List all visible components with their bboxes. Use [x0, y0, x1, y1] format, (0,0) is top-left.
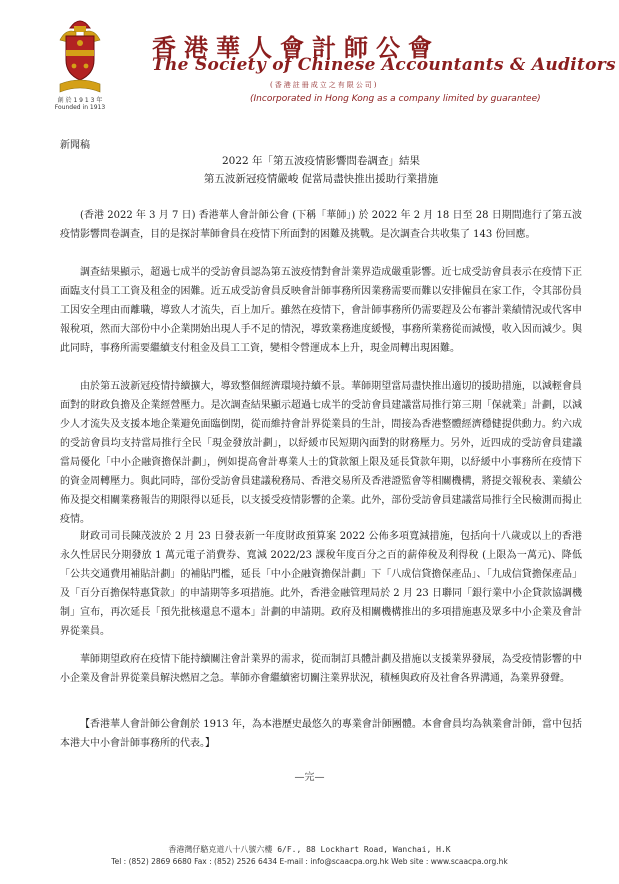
footer-contacts: Tel : (852) 2869 6680 Fax : (852) 2526 6434 E-mail : info@scaacpa.org.hk Web site : www.scaacpa.org.hk: [111, 857, 508, 866]
paragraph-4: 財政司司長陳茂波於 2 月 23 日發表新一年度財政預算案 2022 公佈多項寬減措施，包括向十八歲或以上的香港永久性居民分期發放 1 萬元電子消費券、寬減 2022/23 課稅年度百分之百的薪俸稅及利得稅 (上限為一萬元)、降低「公共交通費用補貼計劃」的補貼門檻，延長「中小企融資擔保計劃」下「八成信貸擔保產品」、「九成信貸擔保產品」及「百分百擔保特惠貸款」的申請期等多項措施。此外，香港金融管理局於 2 月 23 日聯同「銀行業中小企貸款協調機制」宣布，再次延長「預先批核還息不還本」計劃的申請期。政府及相關機構推出的多項措施惠及眾多中小企業及會計界從業員。: [60, 531, 582, 637]
title-line-1: 2022 年「第五波疫情影響問卷調查」結果: [221, 155, 421, 167]
paragraph-3: 由於第五波新冠疫情持續擴大，導致整個經濟環境持續不景。華師期望當局盡快推出適切的援助措施，以減輕會員面對的財政負擔及企業經營壓力。是次調查結果顯示超過七成半的受訪會員建議當局推行第三期「保就業」計劃，以減少人才流失及支援本地企業避免面臨倒閉，從而維持會計界從業員的生計，間接為香港整體經濟穩健提供動力。約六成的受訪會員均支持當局推行全民「現金發放計劃」，以紓緩市民短期內面對的財務壓力。另外，近四成的受訪會員建議當局優化「中小企融資擔保計劃」，例如提高會計專業人士的貸款額上限及延長貸款年期，以紓緩中小事務所在疫情下的資金周轉壓力。與此同時，部份受訪會員建議稅務局、香港交易所及香港證監會等相關機構，將提交報稅表、業績公佈及提交相關業務報告的期限得以延長，以支援受疫情影響的企業。此外，部份受訪會員建議當局推行全民檢測而揭止疫情。: [60, 381, 582, 525]
org-name-cn: 香港華人會計師公會: [152, 33, 440, 62]
paragraph-1: (香港 2022 年 3 月 7 日) 香港華人會計師公會 (下稱「華師」) 於 2022 年 2 月 18 日至 28 日期間進行了第五波疫情影響問卷調查，目的是探討華師會員在疫情下所面對的困難及挑戰。是次調查合共收集了 143 份回應。: [60, 210, 582, 240]
org-name-en: The Society of Chinese Accountants & Auditors: [152, 55, 616, 75]
footer-address: 香港灣仔駱克道八十八號六樓 6/F., 88 Lockhart Road, Wanchai, H.K: [168, 845, 451, 854]
paragraph-5: 華師期望政府在疫情下能持續關注會計業界的需求，從而制訂具體計劃及措施以支援業界發展，為受疫情影響的中小企業及會計界從業員解決燃眉之急。華師亦會繼續密切關注業界狀況，積極與政府及社會各界溝通，為業界發聲。: [60, 654, 582, 684]
letterhead: [0, 0, 619, 112]
document-label: 新聞稿: [60, 140, 90, 151]
society-crest-logo: [56, 14, 104, 96]
incorporated-cn: (香港註冊成立之有限公司): [270, 81, 379, 89]
paragraph-6: 【香港華人會計師公會創於 1913 年，為本港歷史最悠久的專業會計師團體。本會會員均為執業會計師，當中包括本港大中小會計師事務所的代表。】: [60, 719, 582, 749]
end-mark: —完—: [294, 772, 325, 783]
founded-en: Founded in 1913: [54, 104, 106, 111]
paragraph-2: 調查結果顯示，超過七成半的受訪會員認為第五波疫情對會計業界造成嚴重影響。近七成受訪會員表示在疫情下正面臨支付員工工資及租金的困難。近五成受訪會員反映會計師事務所因業務需要而難以安排僱員在家工作，令其部份員工因安全理由而離職，導致人才流失，百上加斤。雖然在疫情下，會計師事務所仍需要趕及公布審計業績情況或代客申報稅項，然而大部份中小企業開始出現人手不足的情況，導致業務進度緩慢，事務所業務從而減慢，收入因而減少。與此同時，事務所需要繼續支付租金及員工工資，變相令營運成本上升，現金周轉出現困難。: [60, 267, 582, 354]
incorporated-en: (Incorporated in Hong Kong as a company limited by guarantee): [250, 94, 541, 104]
founded-cn: 創 於 1 9 1 3 年: [57, 97, 103, 104]
document-title: [60, 152, 582, 188]
title-line-2: 第五波新冠疫情嚴峻 促當局盡快推出援助行業措施: [203, 173, 439, 185]
founded-caption: [48, 97, 112, 111]
